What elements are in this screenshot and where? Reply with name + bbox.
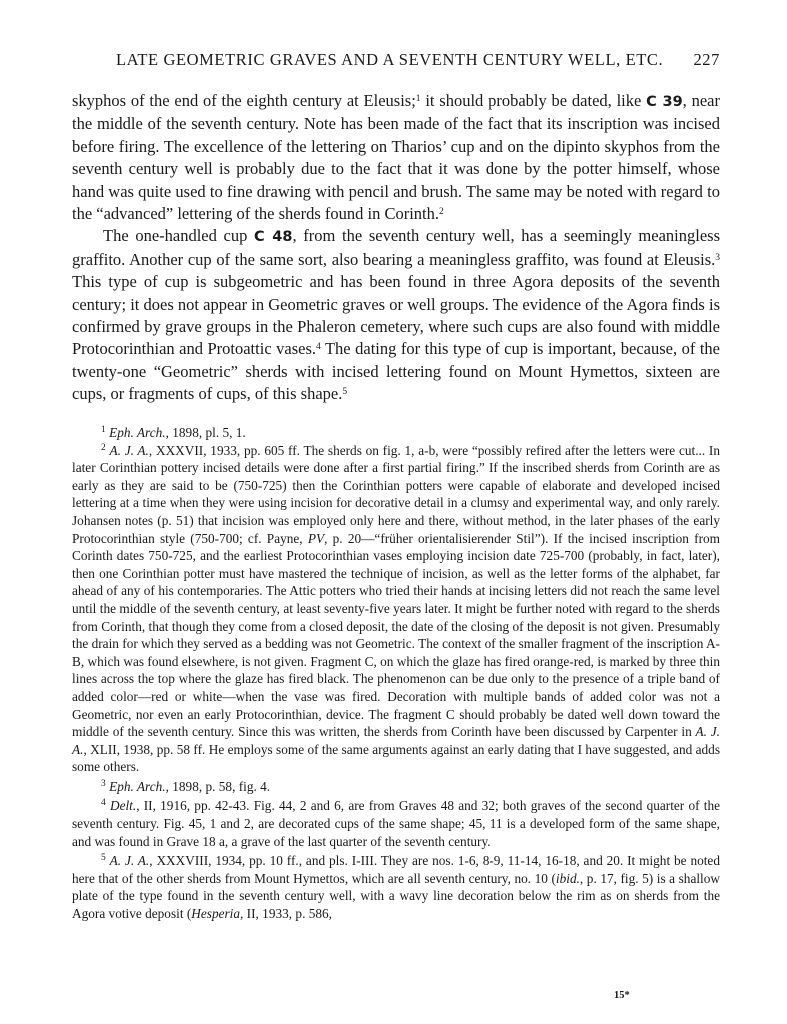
- footnote-1: [72, 424, 720, 442]
- text: , 1898, p. 58, fig. 4.: [165, 778, 271, 794]
- text: This type of cup is subgeometric and has been found in three Agora deposits of the seventh century; it does not appear in Geometric graves or well groups. The evidence of the Agora finds is confirmed by grave groups in the Phaleron cemetery, where such cups are also found with middle Protocorinthian and Protoattic vases.: [72, 272, 720, 359]
- footnote-mark: 1: [101, 425, 106, 435]
- catalogue-number: C 39: [646, 94, 683, 110]
- citation-title: Eph. Arch.: [109, 778, 166, 794]
- footnote-mark: 2: [101, 442, 106, 453]
- text: it should probably be dated, like: [420, 91, 647, 110]
- citation-title: A. J. A.: [109, 853, 150, 869]
- paragraph-1: [72, 90, 720, 225]
- citation-title: Hesperia: [191, 906, 241, 922]
- citation-title: PV: [307, 530, 325, 546]
- text: , from the seventh century well, has a seemingly meaningless graffito. Another cup of the same sort, also bearing a meaningless graffito, was found at Eleusis.: [72, 226, 720, 269]
- citation-title: A. J. A.: [72, 724, 720, 757]
- text: , XXXVII, 1933, pp. 605 ff. The sherds on fig. 1, a-b, were “possibly refired after the letters were cut... In later Corinthian pottery incised details were done after a first partial firing.” If the inscribed sherds from Corinth are as early as they are said to be (750-725) then the Corinthian potters were capable of elaborate and developed incised lettering at a time when they were using incision for decorative detail in a clumsy and experimental way, and only rarely. Johansen notes (p. 51) that incision was employed only here and there, without method, in the later phases of the early Protocorinthian style (750-700; cf. Payne,: [72, 442, 720, 546]
- catalogue-number: C 48: [254, 229, 293, 246]
- text: skyphos of the end of the eighth century at Eleusis;: [72, 91, 416, 110]
- footnote-4: [72, 797, 720, 850]
- page-number: 227: [693, 50, 720, 69]
- text: The one-handled cup: [103, 226, 255, 246]
- footnote-mark: 5: [101, 853, 106, 864]
- text: , near the middle of the seventh century. Note has been made of the fact that its inscription was incised before firing. The excellence of the lettering on Tharios’ cup and on the dipinto skyphos from the seventh century well is probably due to the fact that it was done by the potter himself, whose hand was quite used to fine drawing with pencil and brush. The same may be noted with regard to the “advanced” lettering of the sherds found in Corinth.: [72, 91, 720, 224]
- text: , p. 20—“früher orientalisierender Stil”). If the incised inscription from Corinth dates 750-725, and the earliest Protocorinthian vases employing incision date 725-700 (probably, in fact, later), then one Corinthian potter must have mastered the technique of incision, as well as the letter forms of the alphabet, far ahead of any of his contemporaries. The Attic potters who tried their hands at incising letters did not reach the same level until the middle of the seventh century, at least seventy-five years later. It might be further noted with regard to the sherds from Corinth, that though they come from a closed deposit, the date of the closing of the deposit is not given. Presumably the drain for which they served as a bedding was not Geometric. The context of the smaller fragment of the inscription A-B, which was found elsewhere, is not given. Fragment C, on which the glaze has fired orange-red, is marked by three thin lines across the top where the glaze has fired black. The phenomenon can be due only to the presence of a triple band of added color—red or white—when the vase was fired. Decoration with multiple bands of added color was not a Geometric, nor even an early Protocorinthian, device. The fragment C should probably be dated well down toward the middle of the seventh century. Since this was written, the sherds from Corinth have been discussed by Carpenter in: [72, 530, 720, 740]
- footnote-ref-3[interactable]: 3: [715, 252, 720, 263]
- text: , 1898, pl. 5, 1.: [165, 425, 246, 440]
- footnote-5: [72, 852, 720, 922]
- citation-title: ibid.: [555, 870, 580, 886]
- footnote-ref-4[interactable]: 4: [316, 342, 321, 353]
- footnotes: [72, 424, 720, 923]
- text: , p. 17, fig. 5) is a shallow plate of the type found in the seventh century well, with a wavy line decoration below the rim as on sherds from the Agora votive deposit (: [72, 870, 720, 922]
- signature-mark: 15*: [614, 990, 630, 1001]
- footnote-ref-5[interactable]: 5: [342, 387, 348, 398]
- footnote-ref-2[interactable]: 2: [439, 207, 444, 218]
- text: The dating for this type of cup is important, because, of the twenty-one “Geometric” sherds with incised lettering found on Mount Hymettos, sixteen are cups, or fragments of cups, of this shape.: [72, 339, 720, 404]
- citation-title: A. J. A.: [109, 442, 149, 458]
- citation-title: Eph. Arch.: [109, 425, 166, 440]
- main-text: [72, 90, 720, 406]
- text: , XXXVIII, 1934, pp. 10 ff., and pls. I-III. They are nos. 1-6, 8-9, 11-14, 16-18, and 20. It might be noted here that of the other sherds from Mount Hymettos, which are all seventh century, no. 10 (: [72, 853, 720, 886]
- footnote-3: [72, 778, 720, 796]
- footnote-mark: 4: [101, 798, 106, 809]
- running-header: [116, 50, 720, 74]
- footnote-ref-1[interactable]: 1: [415, 94, 421, 104]
- text: , II, 1933, p. 586,: [240, 906, 332, 922]
- text: , II, 1916, pp. 42-43. Fig. 44, 2 and 6, are from Graves 48 and 32; both graves of the second quarter of the seventh century. Fig. 45, 1 and 2, are decorated cups of the same shape; 45, 11 is a developed form of the same shape, and was found in Grave 18 a, a grave of the last quarter of the seventh century.: [72, 798, 720, 849]
- paragraph-2: [72, 225, 720, 405]
- footnote-2: [72, 442, 720, 776]
- running-title: LATE GEOMETRIC GRAVES AND A SEVENTH CENTURY WELL, ETC.: [116, 50, 664, 69]
- footnote-mark: 3: [101, 778, 106, 789]
- citation-title: Delt.: [109, 798, 137, 814]
- text: , XLII, 1938, pp. 58 ff. He employs some of the same arguments against an early dating that I have suggested, and adds some others.: [72, 741, 720, 775]
